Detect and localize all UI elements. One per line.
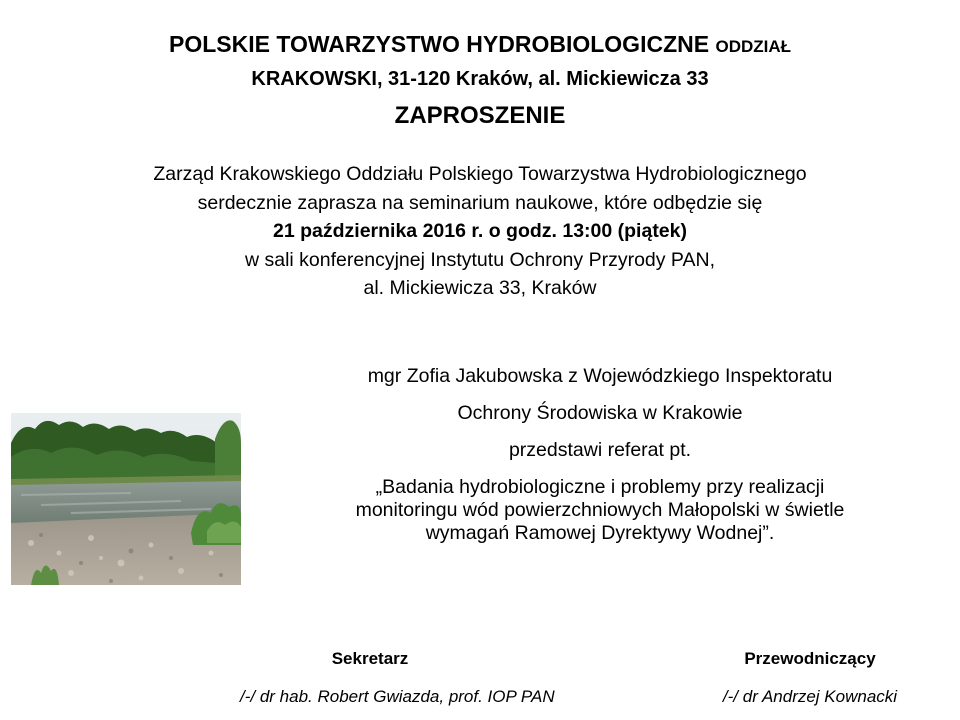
speaker-presents: przedstawi referat pt. [508, 439, 692, 461]
invitation-text [0, 160, 960, 303]
talk-title-line-3: wymagań Ramowej Dyrektywy Wodnej”. [425, 522, 775, 544]
speaker-section [290, 365, 910, 545]
society-address: KRAKOWSKI, 31-120 Kraków, al. Mickiewicza 33 [251, 68, 709, 90]
secretary-role: Sekretarz [331, 649, 409, 668]
invitation-line-5: al. Mickiewicza 33, Kraków [363, 277, 597, 299]
river-photo [11, 413, 241, 585]
page-title: ZAPROSZENIE [394, 102, 566, 129]
header [0, 28, 960, 95]
secretary-signature [240, 649, 555, 707]
society-branch-word: ODDZIAŁ [715, 37, 792, 56]
invitation-line-4: w sali konferencyjnej Instytutu Ochrony Przyrody PAN, [245, 248, 715, 271]
society-name [0, 28, 960, 63]
invitation-line-1: Zarząd Krakowskiego Oddziału Polskiego Towarzystwa Hydrobiologicznego [153, 163, 807, 185]
invitation-date: 21 października 2016 r. o godz. 13:00 (piątek) [273, 220, 687, 242]
chair-name: /-/ dr Andrzej Kownacki [722, 687, 898, 706]
talk-title-line-2: monitoringu wód powierzchniowych Małopolski w świetle [355, 499, 845, 521]
speaker-affiliation: Ochrony Środowiska w Krakowie [457, 402, 743, 424]
chair-signature [690, 649, 930, 707]
invitation-line-2: serdecznie zaprasza na seminarium naukowe, które odbędzie się [197, 191, 763, 214]
speaker-name: mgr Zofia Jakubowska z Wojewódzkiego Inspektoratu [367, 365, 833, 387]
chair-role: Przewodniczący [744, 649, 876, 668]
society-name-main: POLSKIE TOWARZYSTWO HYDROBIOLOGICZNE [168, 31, 710, 57]
secretary-name: /-/ dr hab. Robert Gwiazda, prof. IOP PAN [240, 687, 555, 706]
talk-title-line-1: „Badania hydrobiologiczne i problemy przy realizacji [375, 476, 825, 498]
